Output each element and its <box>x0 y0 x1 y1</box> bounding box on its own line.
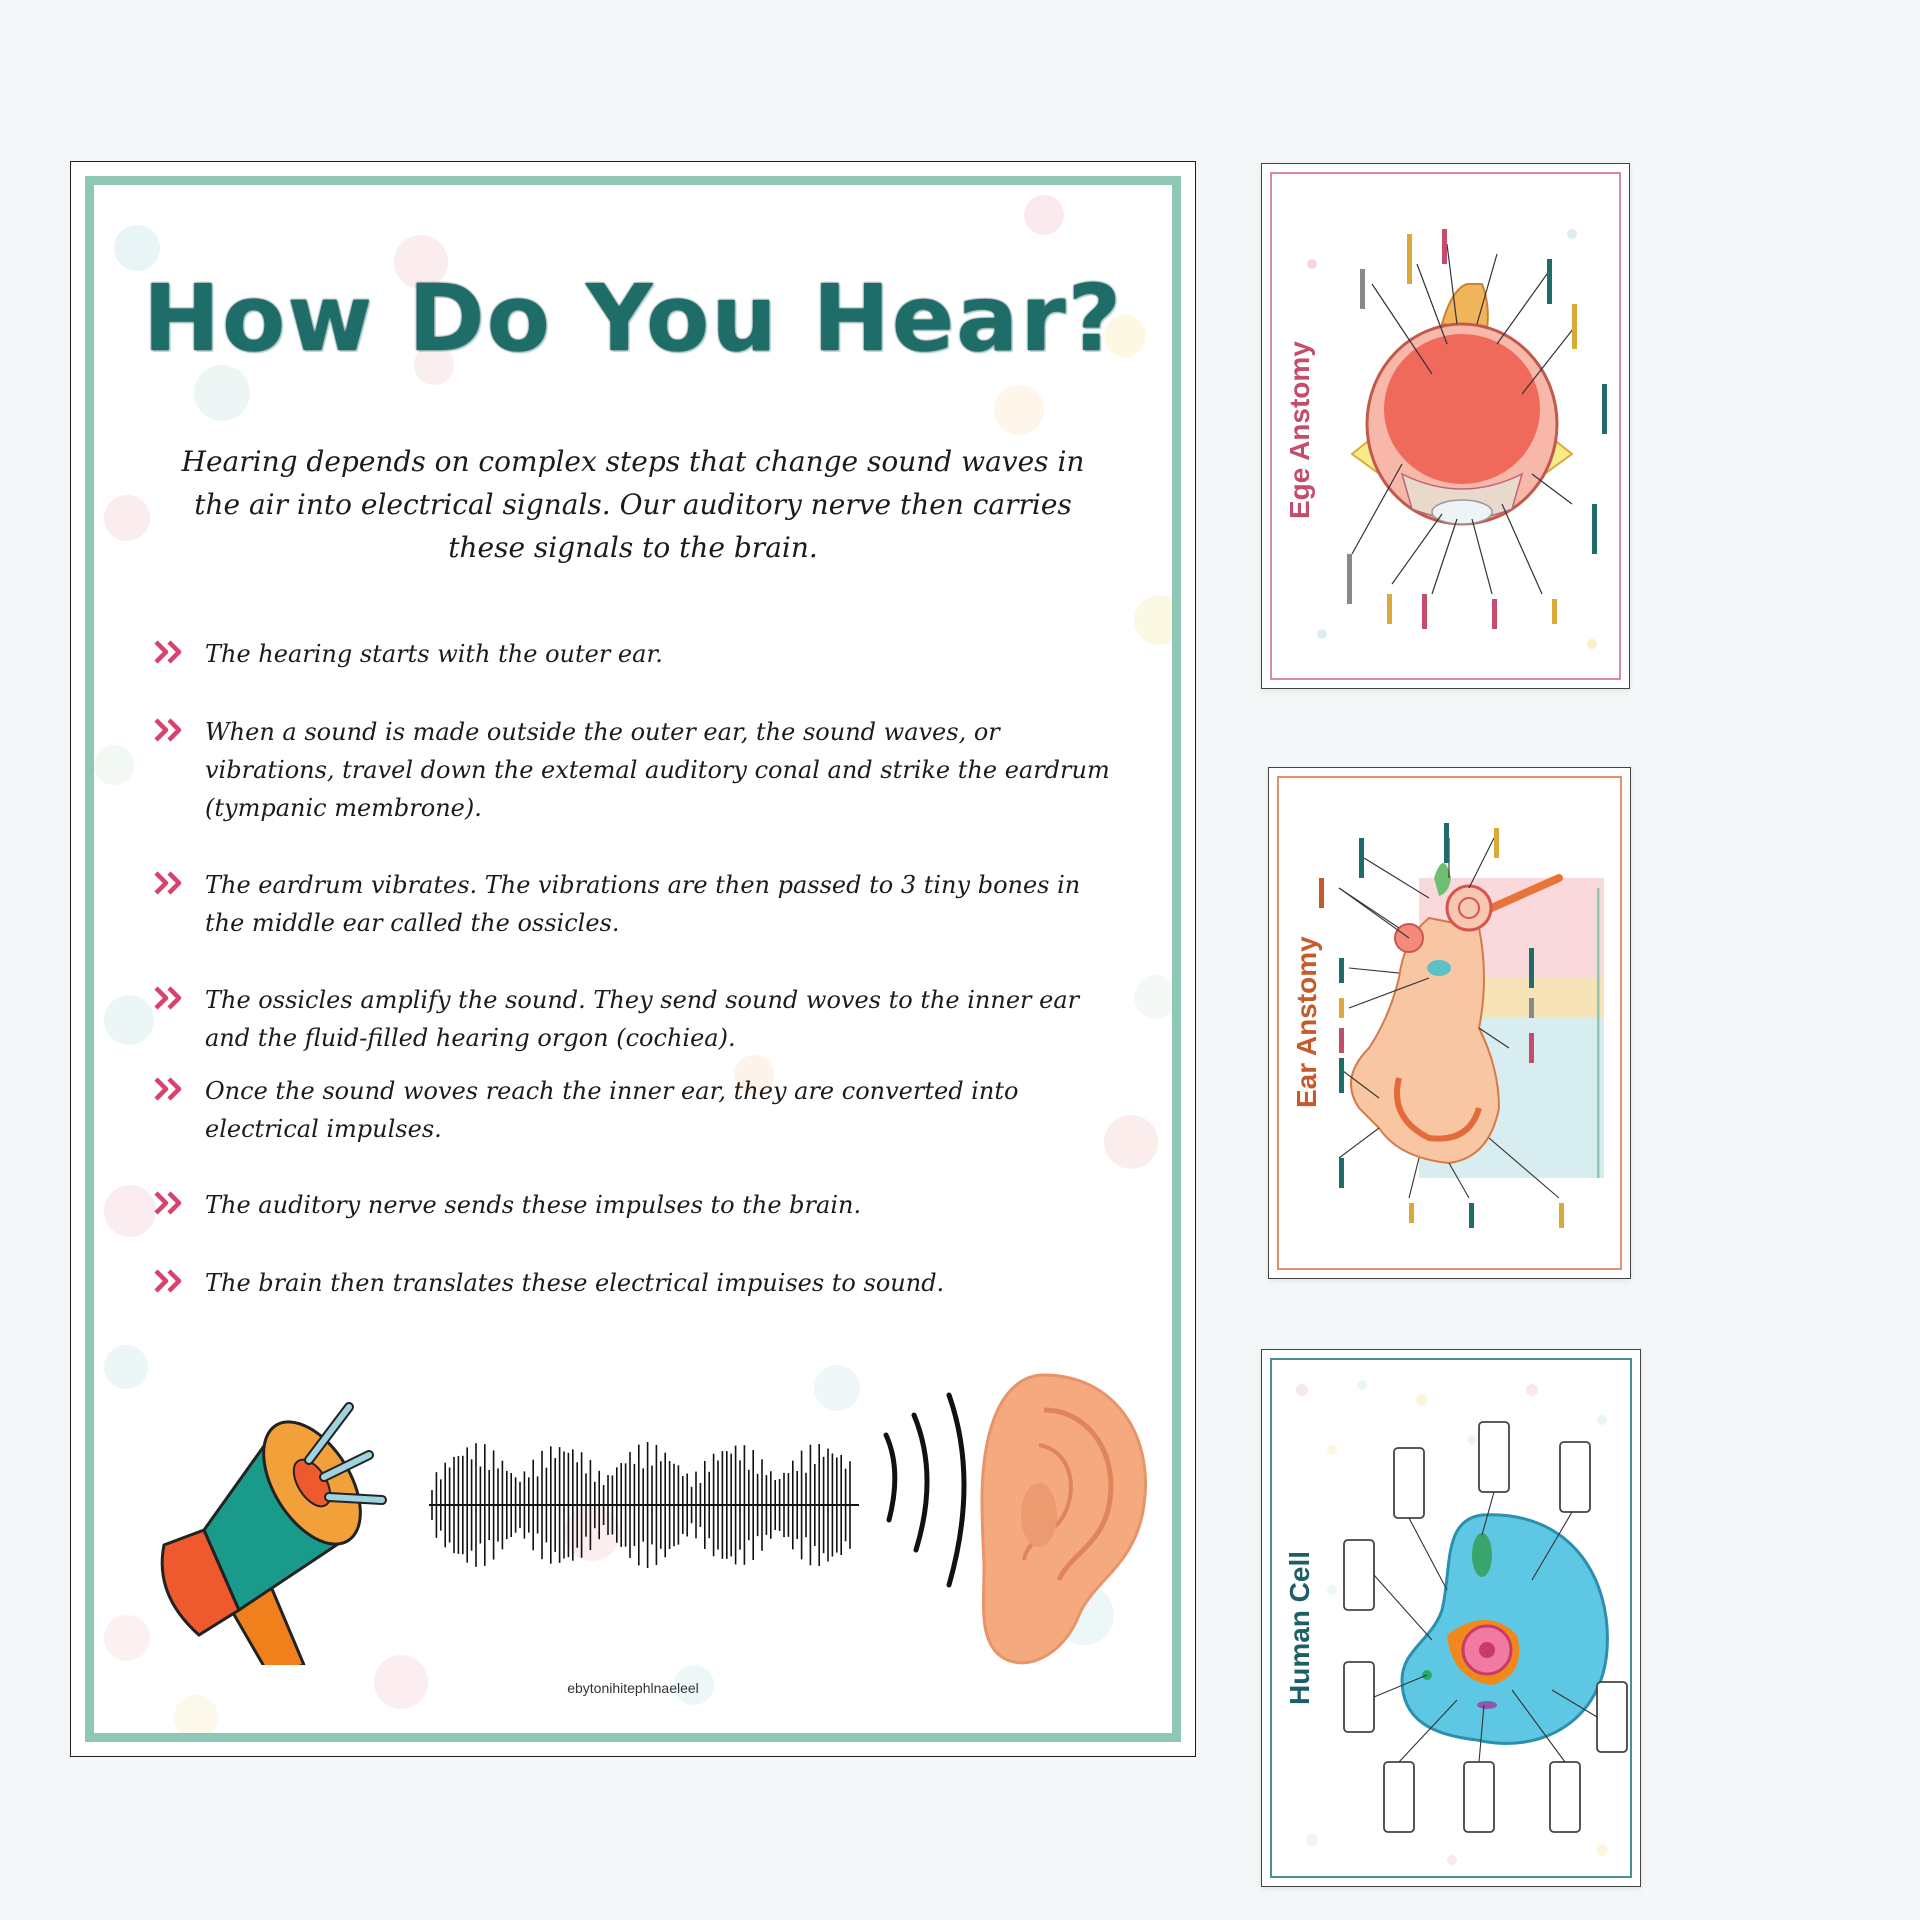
step-text: The brain then translates these electrical impuises to sound. <box>205 1269 945 1297</box>
sound-wave-icon <box>429 1442 859 1568</box>
background-dot <box>104 1345 148 1389</box>
step-text: The ossicles amplify the sound. They send sound woves to the inner ear and the fluid-filled hearing orgon (cochiea). <box>205 986 1080 1052</box>
poster-intro: Hearing depends on complex steps that change sound waves in the air into electrical signals. Our auditory nerve then carries these signals to the brain. <box>181 445 1085 564</box>
megaphone-icon <box>162 1405 382 1665</box>
background-dot <box>104 995 154 1045</box>
double-chevron-icon <box>154 1191 188 1215</box>
double-chevron-icon <box>154 1077 188 1101</box>
cell-diagram-icon <box>1272 1360 1632 1878</box>
double-chevron-icon <box>154 986 188 1010</box>
thumbnail-frame <box>1270 172 1621 680</box>
background-dot <box>1024 195 1064 235</box>
step-text: When a sound is made outside the outer ear, the sound waves, or vibrations, travel down the extemal auditory conal and strike the eardrum (tympanic membrone). <box>205 718 1110 822</box>
thumbnail-frame <box>1277 776 1622 1270</box>
double-chevron-icon <box>154 1269 188 1293</box>
step-text: The eardrum vibrates. The vibrations are then passed to 3 tiny bones in the middle ear called the ossicles. <box>205 871 1081 937</box>
step-text: The hearing starts with the outer ear. <box>205 640 663 668</box>
double-chevron-icon <box>154 640 188 664</box>
ear-diagram-icon <box>1279 778 1622 1270</box>
background-dot <box>994 385 1044 435</box>
poster-frame <box>85 176 1181 1742</box>
poster-footer: ebytonihitephlnaeleel <box>567 1680 699 1696</box>
double-chevron-icon <box>154 718 188 742</box>
background-dot <box>94 745 134 785</box>
thumbnail-title: Human Cell <box>1284 1550 1315 1705</box>
double-chevron-icon <box>154 871 188 895</box>
step-text: Once the sound woves reach the inner ear, they are converted into electrical impulses. <box>205 1077 1019 1143</box>
ear-icon <box>982 1375 1146 1663</box>
main-poster <box>70 161 1196 1757</box>
thumbnail-frame <box>1270 1358 1632 1878</box>
background-dot <box>1134 595 1181 645</box>
background-dot <box>104 1185 156 1237</box>
sound-arcs-icon <box>886 1395 964 1585</box>
thumbnail-ear-anatomy[interactable] <box>1268 767 1631 1279</box>
step-text: The auditory nerve sends these impulses to the brain. <box>205 1191 862 1219</box>
eye-diagram-icon <box>1272 174 1621 680</box>
background-dot <box>104 495 150 541</box>
thumbnail-title: Ear Anstomy <box>1291 936 1322 1108</box>
thumbnail-title: Ege Anstomy <box>1284 341 1315 519</box>
poster-title: How Do You Hear? <box>143 265 1123 372</box>
hearing-illustration <box>144 1365 1164 1665</box>
thumbnail-human-cell[interactable] <box>1261 1349 1641 1887</box>
background-dot <box>1134 975 1178 1019</box>
background-dot <box>194 365 250 421</box>
background-dot <box>174 1695 218 1739</box>
thumbnail-eye-anatomy[interactable] <box>1261 163 1630 689</box>
